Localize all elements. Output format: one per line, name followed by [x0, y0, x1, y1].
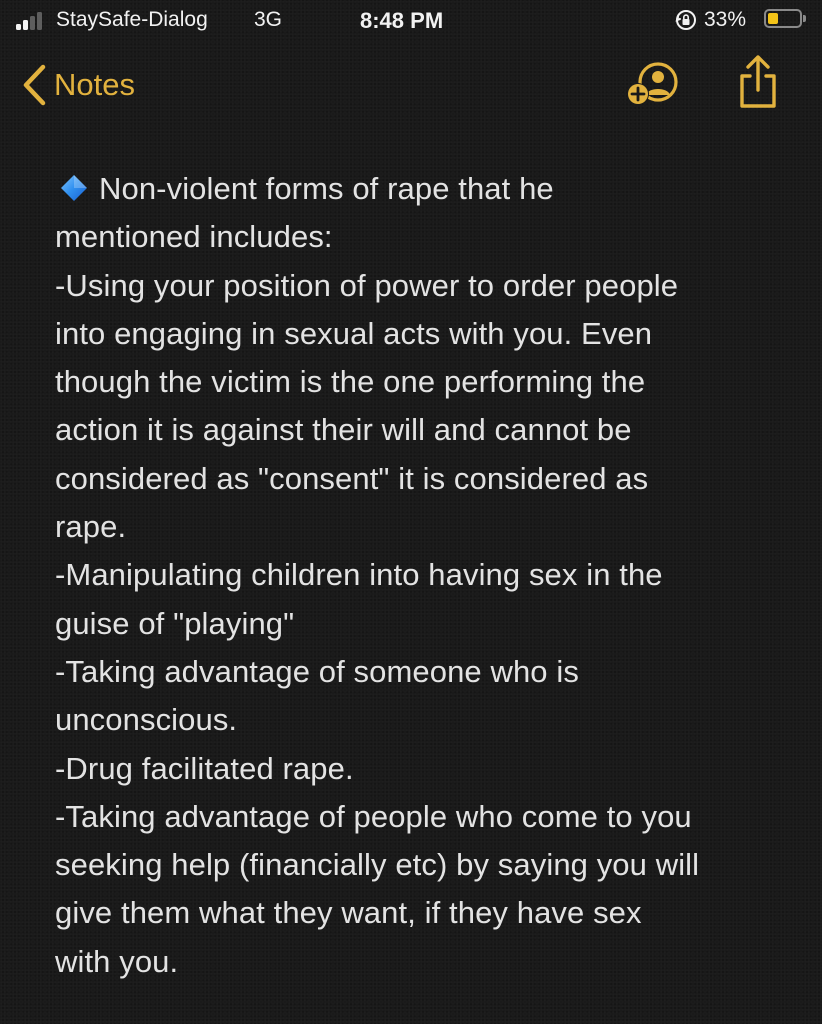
note-line: action it is against their will and cannot be — [55, 412, 632, 448]
note-line: -Drug facilitated rape. — [55, 750, 354, 786]
note-line: unconscious. — [55, 702, 238, 738]
note-line: give them what they want, if they have sex — [55, 895, 642, 931]
battery-level-fill — [768, 13, 778, 24]
note-line: -Manipulating children into having sex in the — [55, 557, 663, 593]
note-line: -Taking advantage of someone who is — [55, 653, 579, 689]
note-line: seeking help (financially etc) by saying you will — [55, 847, 700, 883]
chevron-left-icon — [22, 64, 46, 106]
small-blue-diamond-icon — [59, 173, 89, 203]
back-to-notes-button[interactable] — [22, 62, 135, 108]
add-people-icon[interactable] — [622, 62, 682, 108]
share-icon[interactable] — [734, 54, 782, 110]
battery-icon — [764, 9, 802, 28]
note-body[interactable] — [55, 165, 795, 986]
note-line: -Taking advantage of people who come to you — [55, 798, 692, 834]
cellular-signal-icon — [16, 12, 50, 30]
note-line: guise of "playing" — [55, 605, 295, 641]
note-line: with you. — [55, 943, 179, 979]
note-line: though the victim is the one performing the — [55, 364, 646, 400]
note-line: mentioned includes: — [55, 219, 333, 255]
status-bar — [0, 0, 822, 44]
orientation-lock-icon — [674, 8, 698, 32]
carrier-name: StaySafe-Dialog — [56, 8, 208, 31]
battery-percent: 33% — [704, 8, 747, 31]
note-line: -Using your position of power to order people — [55, 267, 679, 303]
note-line: into engaging in sexual acts with you. Even — [55, 315, 653, 351]
status-time: 8:48 PM — [360, 8, 444, 33]
network-type: 3G — [254, 8, 283, 31]
note-line: Non-violent forms of rape that he — [55, 165, 795, 213]
note-line: rape. — [55, 509, 127, 545]
note-line: considered as "consent" it is considered as — [55, 460, 649, 496]
back-label: Notes — [54, 67, 135, 102]
